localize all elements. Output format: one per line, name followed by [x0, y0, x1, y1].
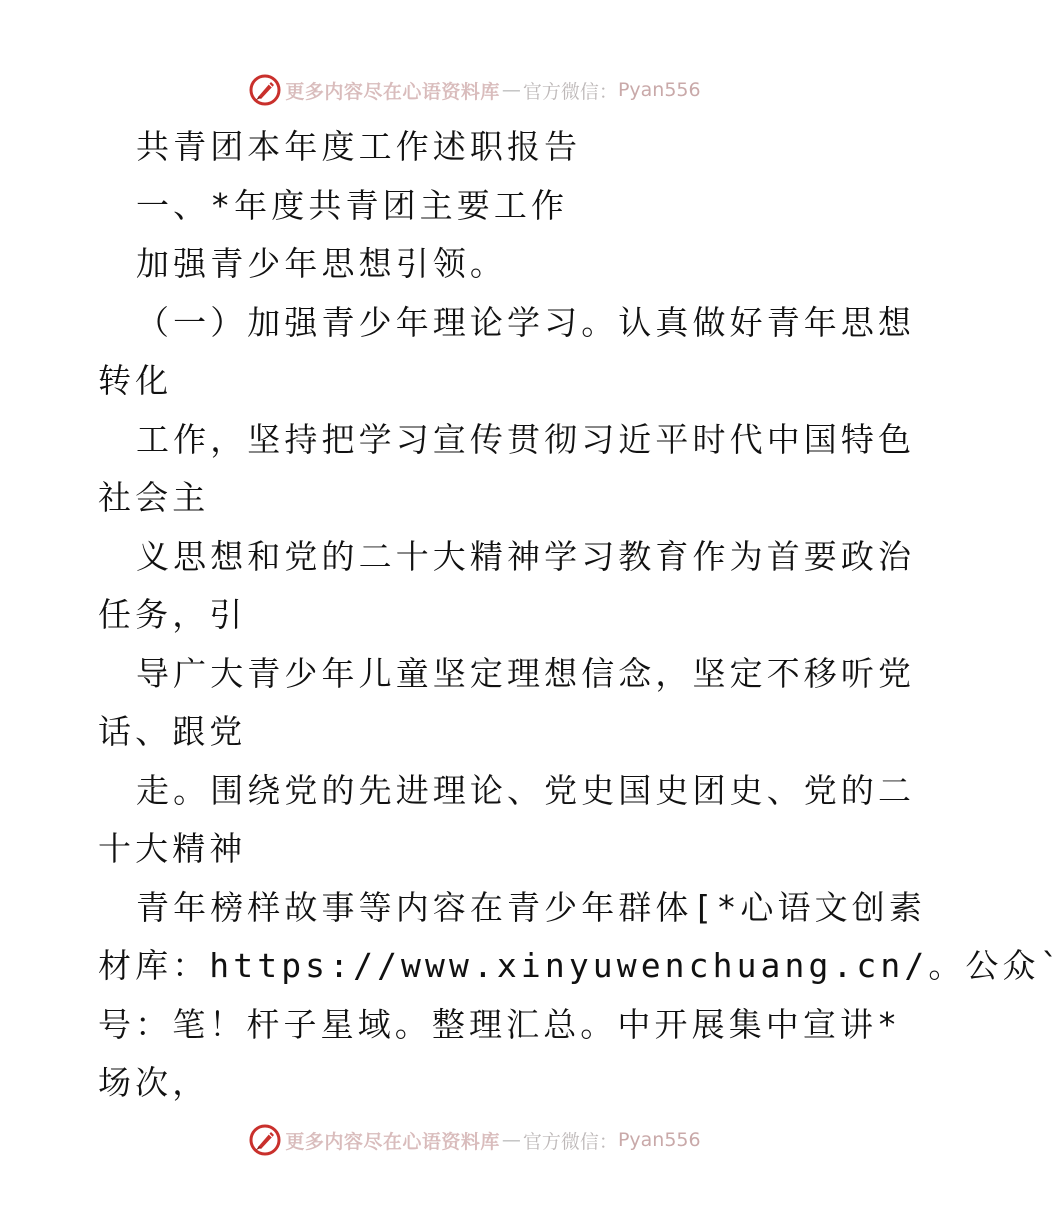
document-body	[98, 118, 1064, 1113]
quill-pen-icon	[249, 74, 281, 106]
paragraph-line: 任务，引	[98, 595, 247, 634]
quill-pen-icon	[249, 1124, 281, 1156]
paragraph-line: 加强青少年思想引领。	[136, 244, 507, 283]
paragraph-line: 话、跟党	[98, 712, 247, 751]
banner-separator: —	[501, 79, 521, 101]
paragraph-line-with-url: 材库：https://www.xinyuwenchuang.cn/。公众`	[98, 946, 1064, 985]
footer-watermark-banner	[0, 1120, 950, 1160]
paragraph-line: 导广大青少年儿童坚定理想信念，坚定不移听党	[136, 653, 916, 693]
banner-wechat-label: 官方微信：	[522, 80, 618, 103]
paragraph-line: 走。围绕党的先进理论、党史国史团史、党的二	[136, 770, 916, 810]
banner-separator: —	[501, 1129, 521, 1151]
paragraph-line: 场次，	[98, 1063, 210, 1102]
paragraph-line: 社会主	[98, 478, 210, 517]
banner-wechat-label: 官方微信：	[522, 1130, 618, 1153]
paragraph-line: （一）加强青少年理论学习。认真做好青年思想	[136, 302, 916, 342]
banner-brand-text: 更多内容尽在心语资料库	[285, 80, 500, 103]
header-watermark-banner	[0, 70, 950, 110]
paragraph-line: 工作，坚持把学习宣传贯彻习近平时代中国特色	[136, 419, 916, 459]
section-heading: 一、*年度共青团主要工作	[136, 185, 569, 225]
paragraph-line: 转化	[98, 361, 173, 400]
paragraph-line: 十大精神	[98, 829, 247, 868]
paragraph-line: 青年榜样故事等内容在青少年群体[*心语文创素	[136, 887, 926, 927]
banner-wechat-id: Pyan556	[617, 1129, 701, 1151]
banner-brand-text: 更多内容尽在心语资料库	[285, 1130, 500, 1153]
paragraph-line: 义思想和党的二十大精神学习教育作为首要政治	[136, 536, 916, 576]
document-title: 共青团本年度工作述职报告	[136, 127, 582, 166]
paragraph-line: 号：笔！杆子星域。整理汇总。中开展集中宣讲*	[98, 1004, 902, 1044]
banner-wechat-id: Pyan556	[617, 79, 701, 101]
